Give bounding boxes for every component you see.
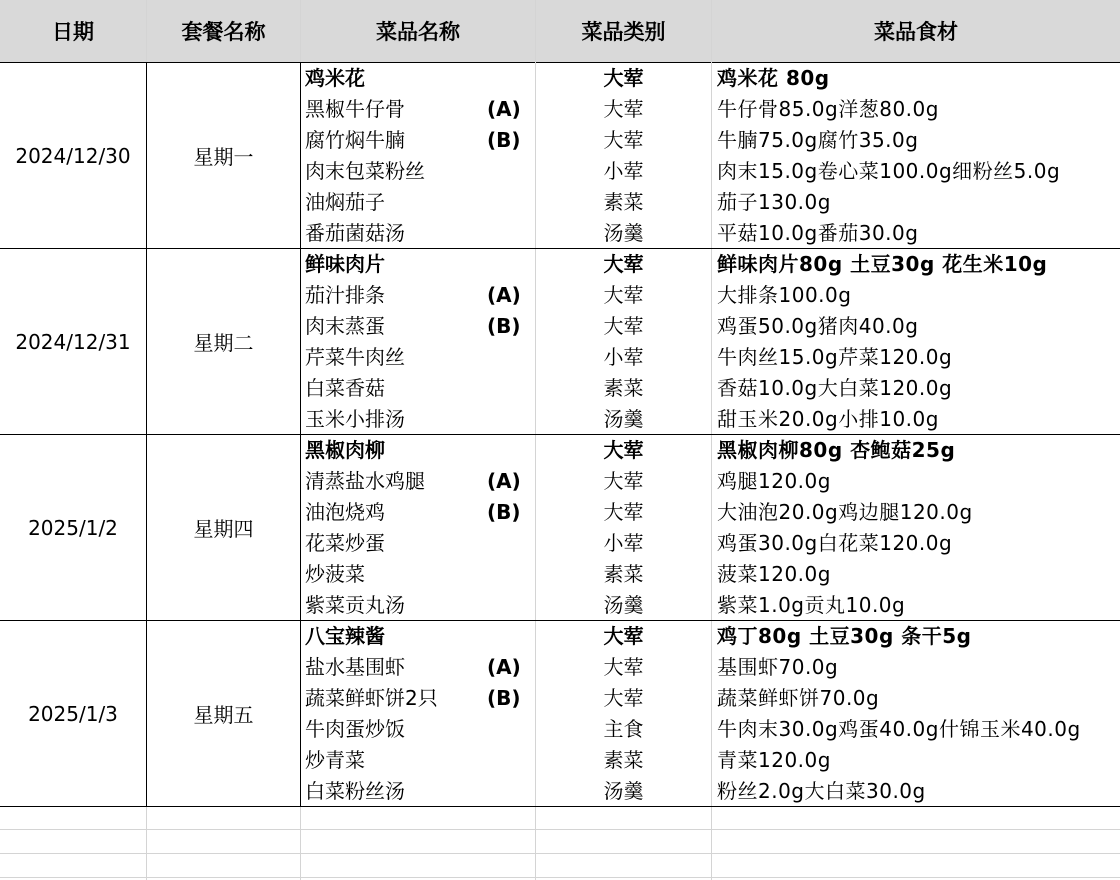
table-row[interactable] <box>300 590 1120 621</box>
dish-name-cell[interactable]: 油焖茄子 <box>305 190 385 214</box>
category-cell[interactable]: 大荤 <box>603 128 644 152</box>
dish-name-cell[interactable]: 白菜香菇 <box>305 376 385 400</box>
table-row[interactable] <box>300 497 1120 528</box>
dish-name-cell[interactable]: 黑椒肉柳 <box>305 438 385 462</box>
dish-name-cell[interactable]: 白菜粉丝汤 <box>305 779 405 803</box>
dish-option-tag[interactable]: (B) <box>487 314 521 338</box>
date-cell[interactable]: 2025/1/3 <box>28 701 118 726</box>
ingredients-cell[interactable]: 茄子130.0g <box>717 190 831 214</box>
ingredients-cell[interactable]: 大排条100.0g <box>717 283 852 307</box>
dish-option-tag[interactable]: (B) <box>487 128 521 152</box>
dish-name-cell[interactable]: 油泡烧鸡 <box>305 500 385 524</box>
dish-name-cell[interactable]: 八宝辣酱 <box>305 624 385 648</box>
category-cell[interactable]: 大荤 <box>603 66 644 90</box>
table-row[interactable] <box>300 63 1120 94</box>
category-cell[interactable]: 汤羹 <box>603 407 644 431</box>
header-category[interactable] <box>536 0 711 62</box>
dish-name-cell[interactable]: 鸡米花 <box>305 66 365 90</box>
ingredients-cell[interactable]: 青菜120.0g <box>717 748 831 772</box>
header-set-name[interactable] <box>147 0 300 62</box>
dish-option-tag[interactable]: (A) <box>487 655 521 679</box>
dish-name-cell[interactable]: 肉末包菜粉丝 <box>305 159 425 183</box>
category-cell[interactable]: 小荤 <box>603 531 644 555</box>
ingredients-cell[interactable]: 牛仔骨85.0g洋葱80.0g <box>717 97 939 121</box>
category-cell[interactable]: 小荤 <box>603 345 644 369</box>
category-cell[interactable]: 大荤 <box>603 314 644 338</box>
category-cell[interactable]: 主食 <box>603 717 644 741</box>
table-row[interactable] <box>300 404 1120 435</box>
table-row[interactable] <box>300 528 1120 559</box>
table-row[interactable] <box>300 745 1120 776</box>
ingredients-cell[interactable]: 鸡米花 80g <box>717 66 830 90</box>
dish-name-cell[interactable]: 花菜炒蛋 <box>305 531 385 555</box>
dish-name-cell[interactable]: 番茄菌菇汤 <box>305 221 405 245</box>
row-divider <box>0 829 1120 830</box>
date-cell[interactable]: 2024/12/31 <box>15 329 131 354</box>
category-cell[interactable]: 汤羹 <box>603 593 644 617</box>
table-row[interactable] <box>300 342 1120 373</box>
dish-name-cell[interactable]: 蔬菜鲜虾饼2只 <box>305 686 438 710</box>
dish-option-tag[interactable]: (A) <box>487 469 521 493</box>
date-cell[interactable]: 2025/1/2 <box>28 515 118 540</box>
column-divider <box>146 0 147 62</box>
header-dish-name[interactable] <box>301 0 535 62</box>
ingredients-cell[interactable]: 鸡丁80g 土豆30g 条干5g <box>717 624 972 648</box>
ingredients-cell[interactable]: 大油泡20.0g鸡边腿120.0g <box>717 500 973 524</box>
ingredients-cell[interactable]: 鸡蛋50.0g猪肉40.0g <box>717 314 919 338</box>
column-divider <box>535 806 536 880</box>
table-row[interactable] <box>300 683 1120 714</box>
category-cell[interactable]: 大荤 <box>603 469 644 493</box>
dish-option-tag[interactable]: (B) <box>487 686 521 710</box>
category-cell[interactable]: 素菜 <box>603 376 644 400</box>
table-row[interactable] <box>300 280 1120 311</box>
ingredients-cell[interactable]: 紫菜1.0g贡丸10.0g <box>717 593 906 617</box>
category-cell[interactable]: 汤羹 <box>603 221 644 245</box>
dish-name-cell[interactable]: 紫菜贡丸汤 <box>305 593 405 617</box>
table-row[interactable] <box>300 466 1120 497</box>
category-cell[interactable]: 大荤 <box>603 624 644 648</box>
dish-name-cell[interactable]: 芹菜牛肉丝 <box>305 345 405 369</box>
dish-name-cell[interactable]: 清蒸盐水鸡腿 <box>305 469 425 493</box>
column-divider <box>300 0 301 62</box>
header-category-label: 菜品类别 <box>581 20 666 44</box>
ingredients-cell[interactable]: 甜玉米20.0g小排10.0g <box>717 407 939 431</box>
set-name-cell[interactable]: 星期二 <box>193 331 254 355</box>
ingredients-cell[interactable]: 牛肉末30.0g鸡蛋40.0g什锦玉米40.0g <box>717 717 1081 741</box>
table-row[interactable] <box>300 249 1120 280</box>
column-divider <box>146 806 147 880</box>
table-row[interactable] <box>300 311 1120 342</box>
dish-option-tag[interactable]: (A) <box>487 97 521 121</box>
column-divider <box>535 0 536 62</box>
ingredients-cell[interactable]: 平菇10.0g番茄30.0g <box>717 221 919 245</box>
ingredients-cell[interactable]: 基围虾70.0g <box>717 655 839 679</box>
ingredients-cell[interactable]: 鸡腿120.0g <box>717 469 831 493</box>
header-set-label: 套餐名称 <box>181 20 266 44</box>
category-cell[interactable]: 大荤 <box>603 655 644 679</box>
date-cell[interactable]: 2024/12/30 <box>15 143 131 168</box>
table-row[interactable] <box>300 559 1120 590</box>
ingredients-cell[interactable]: 黑椒肉柳80g 杏鲍菇25g <box>717 438 956 462</box>
dish-name-cell[interactable]: 炒菠菜 <box>305 562 365 586</box>
dish-name-cell[interactable]: 炒青菜 <box>305 748 365 772</box>
table-row[interactable] <box>300 776 1120 807</box>
set-name-cell[interactable]: 星期五 <box>193 703 254 727</box>
ingredients-cell[interactable]: 香菇10.0g大白菜120.0g <box>717 376 953 400</box>
header-dish-label: 菜品名称 <box>376 20 460 44</box>
dish-option-tag[interactable]: (A) <box>487 283 521 307</box>
ingredients-cell[interactable]: 菠菜120.0g <box>717 562 831 586</box>
category-cell[interactable]: 大荤 <box>603 283 644 307</box>
ingredients-cell[interactable]: 牛腩75.0g腐竹35.0g <box>717 128 919 152</box>
row-divider <box>0 853 1120 854</box>
dish-name-cell[interactable]: 玉米小排汤 <box>305 407 405 431</box>
column-divider <box>300 806 301 880</box>
table-row[interactable] <box>300 373 1120 404</box>
category-cell[interactable]: 小荤 <box>603 159 644 183</box>
dish-name-cell[interactable]: 黑椒牛仔骨 <box>305 97 405 121</box>
set-name-cell[interactable]: 星期一 <box>193 145 254 169</box>
ingredients-cell[interactable]: 粉丝2.0g大白菜30.0g <box>717 779 926 803</box>
column-divider <box>711 806 712 880</box>
ingredients-cell[interactable]: 鲜味肉片80g 土豆30g 花生米10g <box>717 252 1048 276</box>
category-cell[interactable]: 汤羹 <box>603 779 644 803</box>
category-cell[interactable]: 素菜 <box>603 562 644 586</box>
category-cell[interactable]: 大荤 <box>603 252 644 276</box>
category-cell[interactable]: 大荤 <box>603 686 644 710</box>
dish-name-cell[interactable]: 腐竹焖牛腩 <box>305 128 405 152</box>
dish-name-cell[interactable]: 鲜味肉片 <box>305 252 385 276</box>
category-cell[interactable]: 大荤 <box>603 438 644 462</box>
table-row[interactable] <box>300 621 1120 652</box>
header-date[interactable] <box>0 0 146 62</box>
ingredients-cell[interactable]: 鸡蛋30.0g白花菜120.0g <box>717 531 953 555</box>
ingredients-cell[interactable]: 肉末15.0g卷心菜100.0g细粉丝5.0g <box>717 159 1061 183</box>
category-cell[interactable]: 大荤 <box>603 97 644 121</box>
category-cell[interactable]: 素菜 <box>603 748 644 772</box>
dish-option-tag[interactable]: (B) <box>487 500 521 524</box>
header-ingredients-label: 菜品食材 <box>874 20 958 44</box>
ingredients-cell[interactable]: 蔬菜鲜虾饼70.0g <box>717 686 880 710</box>
header-ingredients[interactable] <box>712 0 1120 62</box>
table-header <box>0 0 1120 62</box>
dish-name-cell[interactable]: 盐水基围虾 <box>305 655 405 679</box>
header-date-label: 日期 <box>52 20 94 44</box>
set-name-cell[interactable]: 星期四 <box>193 517 254 541</box>
table-row[interactable] <box>300 435 1120 466</box>
table-row[interactable] <box>300 156 1120 187</box>
category-cell[interactable]: 素菜 <box>603 190 644 214</box>
table-row[interactable] <box>300 94 1120 125</box>
category-cell[interactable]: 大荤 <box>603 500 644 524</box>
table-row[interactable] <box>300 218 1120 249</box>
table-row[interactable] <box>300 652 1120 683</box>
table-row[interactable] <box>300 187 1120 218</box>
table-row[interactable] <box>300 714 1120 745</box>
row-divider <box>0 877 1120 878</box>
dish-name-cell[interactable]: 茄汁排条 <box>305 283 385 307</box>
dish-name-cell[interactable]: 牛肉蛋炒饭 <box>305 717 405 741</box>
column-divider <box>711 0 712 62</box>
ingredients-cell[interactable]: 牛肉丝15.0g芹菜120.0g <box>717 345 953 369</box>
table-row[interactable] <box>300 125 1120 156</box>
dish-name-cell[interactable]: 肉末蒸蛋 <box>305 314 385 338</box>
